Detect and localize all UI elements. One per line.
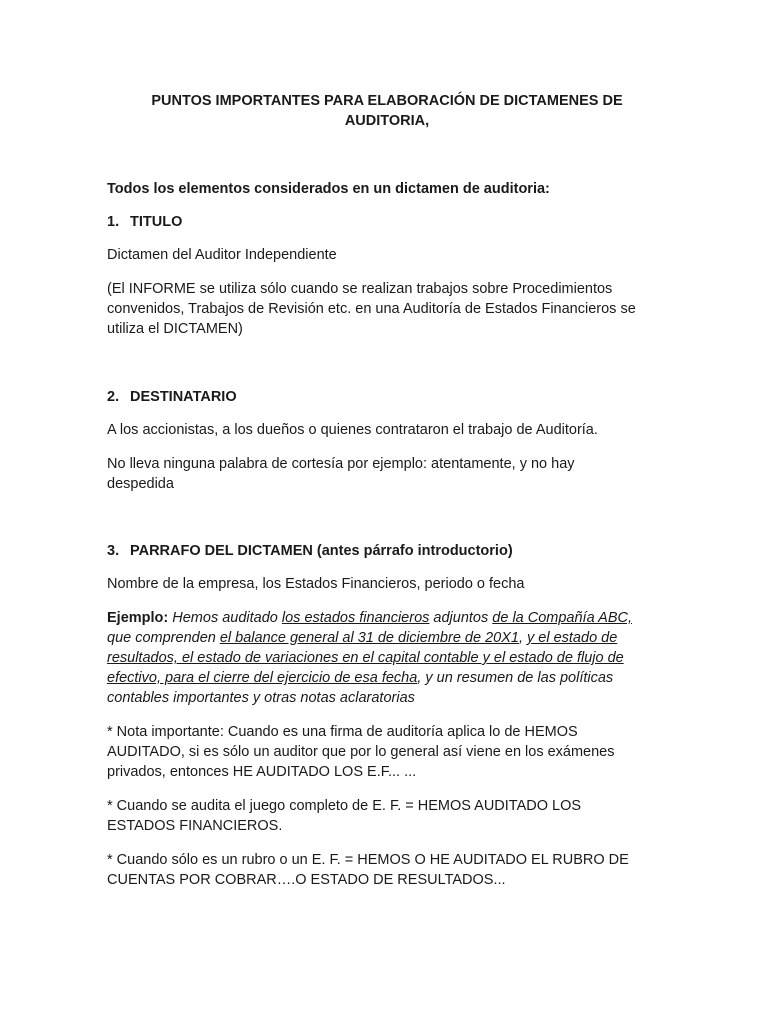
title-line-2: AUDITORIA, (344, 113, 430, 129)
example-underlined: y el estado de (527, 630, 618, 646)
text-line: * Nota importante: Cuando es una firma de auditoría aplica lo de HEMOS (107, 724, 578, 740)
example-underlined: efectivo, para el cierre del ejercicio de esa fecha (107, 670, 418, 686)
text-line (107, 688, 667, 708)
text-line (107, 608, 667, 628)
example-text: adjuntos (429, 610, 493, 626)
note-single-item (107, 850, 667, 890)
section-2-paragraph-1: A los accionistas, a los dueños o quienes contrataron el trabajo de Auditoría. (107, 422, 598, 438)
section-2-number: 2. (107, 389, 120, 405)
example-label: Ejemplo: (107, 610, 169, 626)
section-3-paragraph-1: Nombre de la empresa, los Estados Financieros, periodo o fecha (107, 576, 525, 592)
note-complete-set (107, 796, 667, 836)
text-line: AUDITADO, si es sólo un auditor que por lo general así viene en los exámenes (107, 744, 615, 760)
example-text: , (518, 630, 527, 646)
section-2-title: DESTINATARIO (130, 389, 237, 405)
text-line (107, 648, 667, 668)
example-text: contables importantes y otras notas aclaratorias (107, 690, 415, 706)
section-1-number: 1. (107, 214, 120, 230)
example-paragraph (107, 608, 667, 708)
section-3-heading (107, 541, 667, 561)
text-line: convenidos, Trabajos de Revisión etc. en una Auditoría de Estados Financieros se (107, 301, 636, 317)
text-line: despedida (107, 476, 174, 492)
example-text: que comprenden (107, 630, 220, 646)
text-line: * Cuando sólo es un rubro o un E. F. = HEMOS O HE AUDITADO EL RUBRO DE (107, 852, 629, 868)
example-underlined: el balance general al 31 de diciembre de 20X1 (219, 630, 519, 646)
text-line: * Cuando se audita el juego completo de E. F. = HEMOS AUDITADO LOS (107, 798, 582, 814)
note-important (107, 722, 667, 782)
text-line: CUENTAS POR COBRAR….O ESTADO DE RESULTADOS... (107, 872, 506, 888)
example-underlined: de la Compañía ABC, (492, 610, 632, 626)
document-title (107, 91, 667, 131)
title-line-1: PUNTOS IMPORTANTES PARA ELABORACIÓN DE DICTAMENES DE (151, 93, 623, 109)
section-1-heading (107, 212, 667, 232)
text-line: privados, entonces HE AUDITADO LOS E.F... ... (107, 764, 417, 780)
section-3-title: PARRAFO DEL DICTAMEN (antes párrafo introductorio) (130, 543, 513, 559)
text-line (107, 668, 667, 688)
text-line: No lleva ninguna palabra de cortesía por ejemplo: atentamente, y no hay (107, 456, 575, 472)
example-underlined: los estados financieros (281, 610, 430, 626)
text-line: utiliza el DICTAMEN) (107, 321, 243, 337)
section-1-paragraph-2 (107, 279, 667, 339)
section-2-paragraph-2 (107, 454, 667, 494)
text-line: ESTADOS FINANCIEROS. (107, 818, 283, 834)
text-line: (El INFORME se utiliza sólo cuando se realizan trabajos sobre Procedimientos (107, 281, 613, 297)
example-underlined: resultados, el estado de variaciones en el capital contable y el estado de flujo de (107, 650, 624, 666)
section-2-heading (107, 387, 667, 407)
text-line (107, 628, 667, 648)
example-text: , y un resumen de las políticas (417, 670, 614, 686)
section-1-paragraph-1: Dictamen del Auditor Independiente (107, 247, 337, 263)
section-3-number: 3. (107, 543, 120, 559)
example-text: Hemos auditado (168, 610, 282, 626)
intro-line: Todos los elementos considerados en un dictamen de auditoria: (107, 181, 550, 197)
section-1-title: TITULO (130, 214, 183, 230)
